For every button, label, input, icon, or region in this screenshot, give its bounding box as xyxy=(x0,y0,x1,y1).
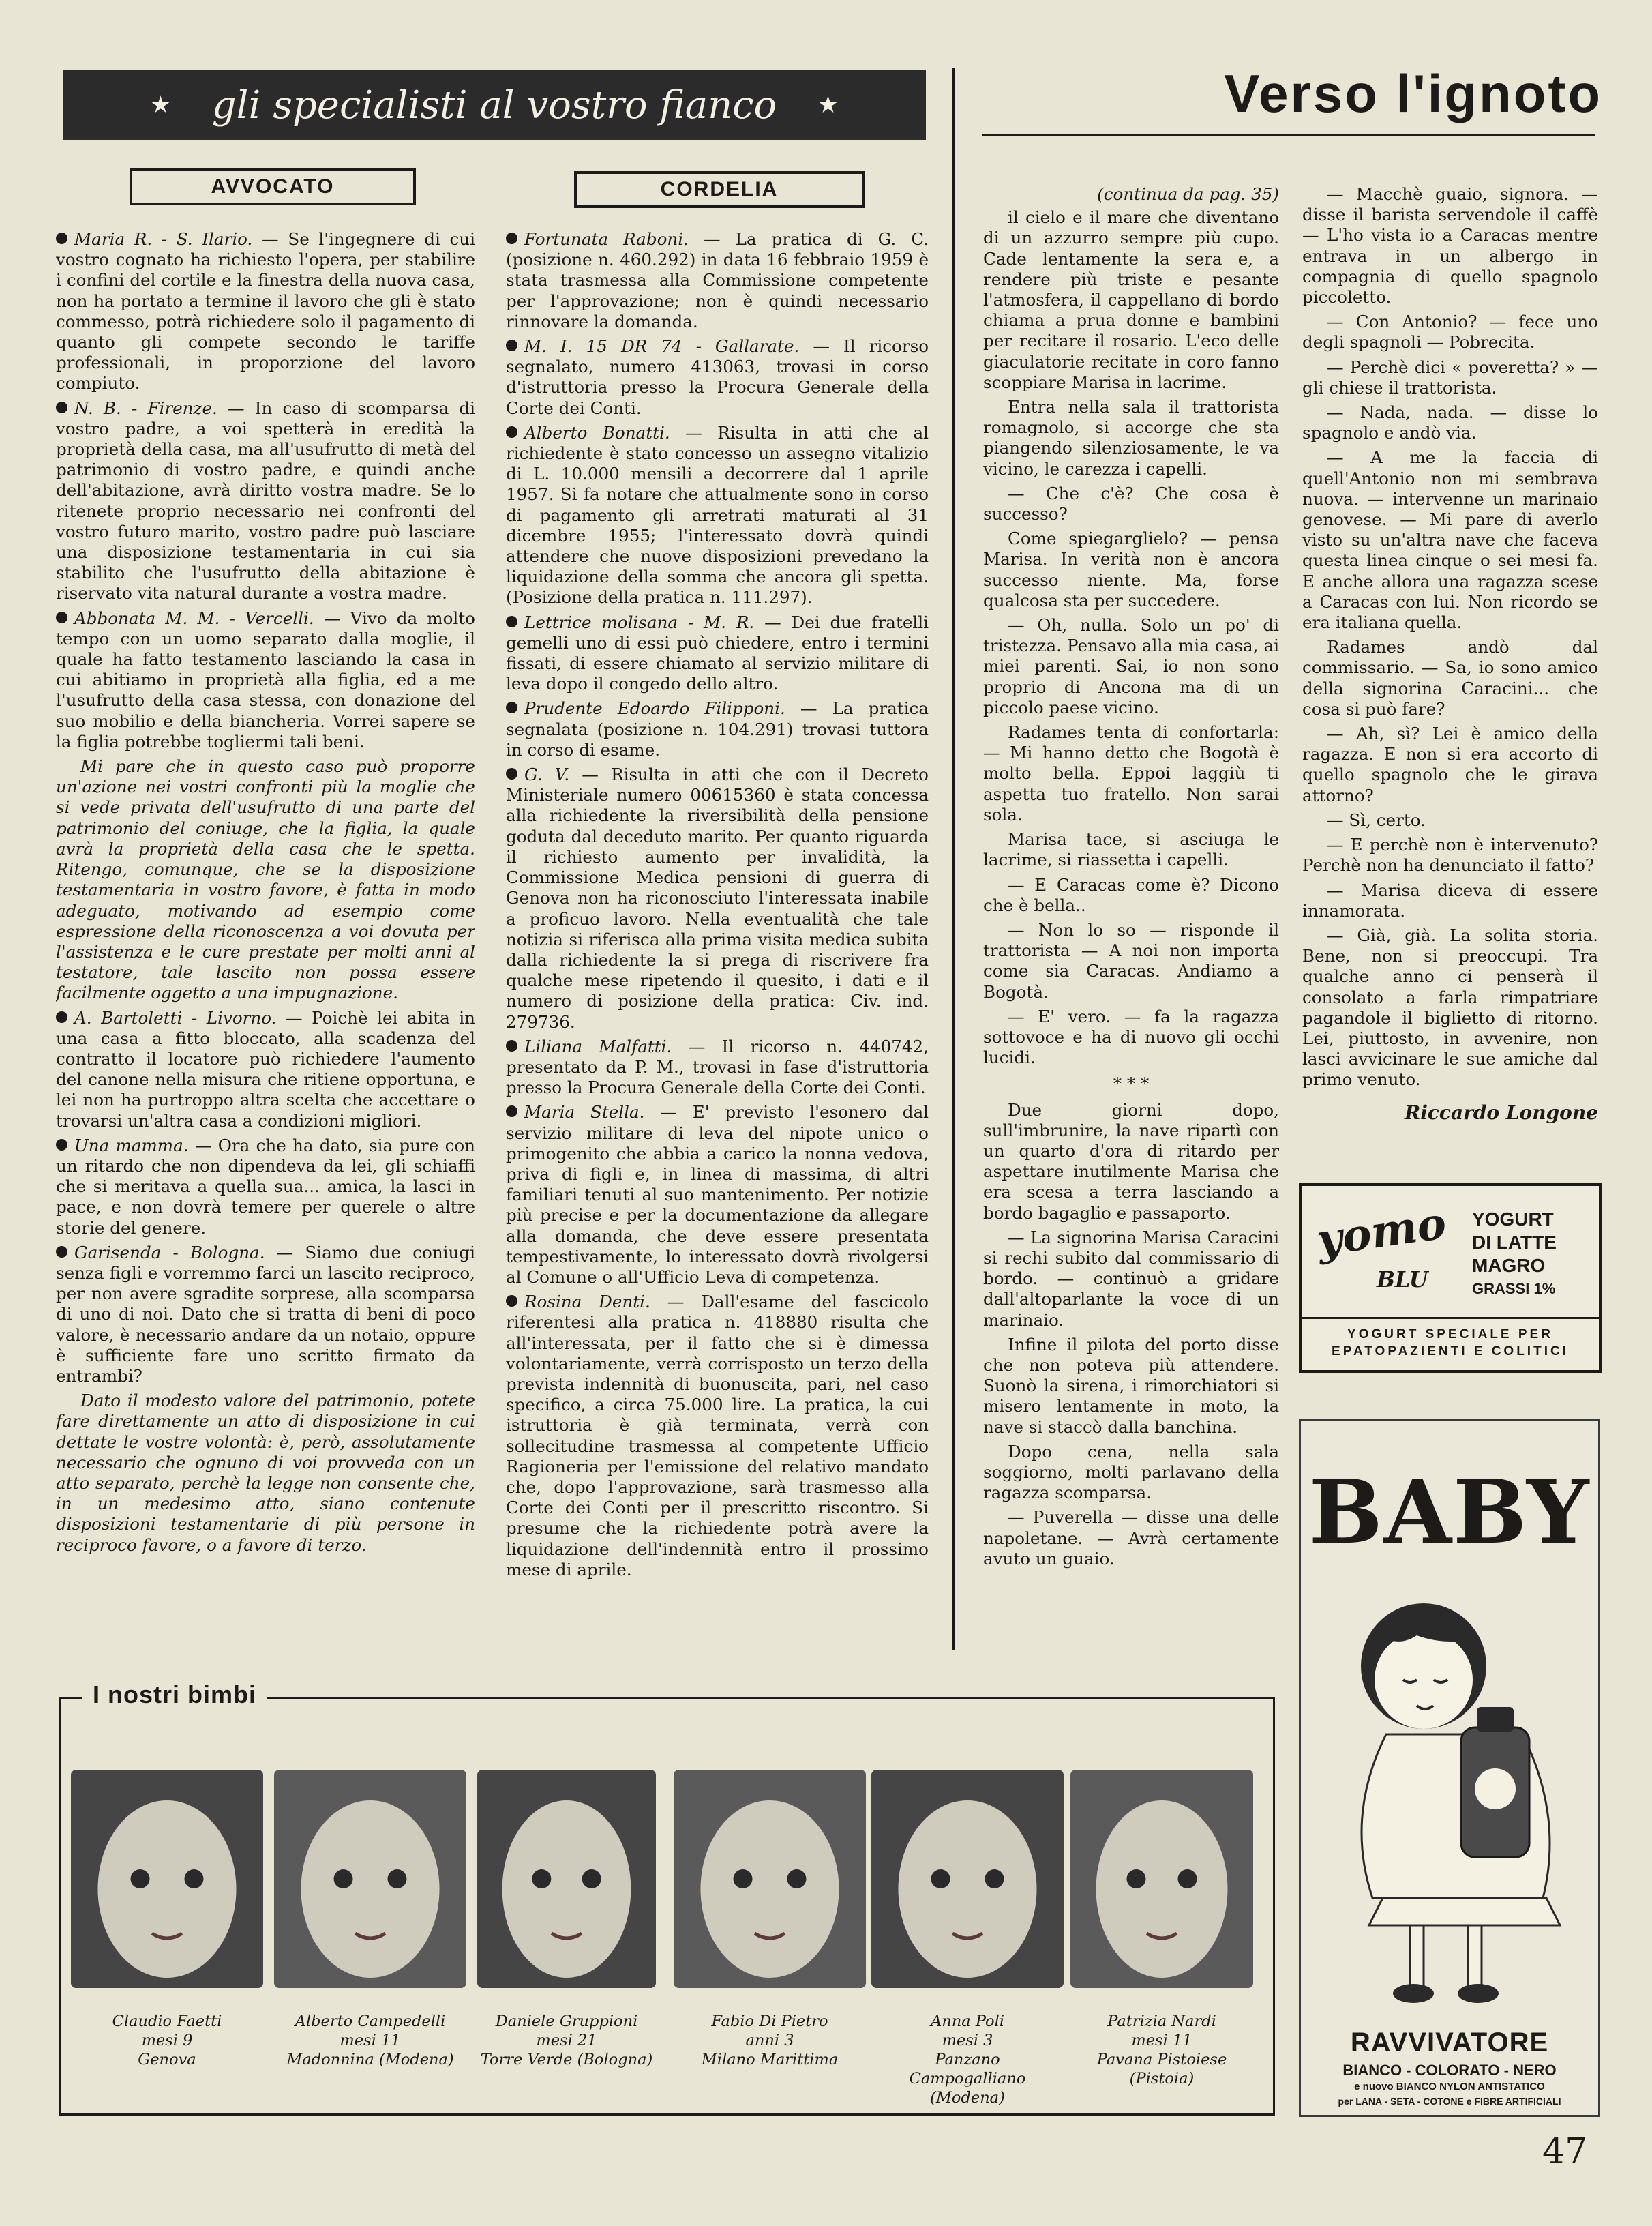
child-caption xyxy=(78,2012,256,2069)
bullet-icon xyxy=(506,616,517,627)
child-portrait xyxy=(71,1770,263,1988)
baby-line2: e nuovo BIANCO NYLON ANTISTATICO xyxy=(1354,2081,1545,2092)
story-paragraph: Marisa tace, si asciuga le lacrime, si riassetta i capelli. xyxy=(983,829,1279,870)
letter-item xyxy=(506,765,929,1033)
story-paragraph: Come spiegarglielo? — pensa Marisa. In verità non è ancora successo niente. Ma, forse qualcosa sta per succedere. xyxy=(983,529,1279,610)
letter-text: — E' previsto l'esonero dal servizio militare di leva del nipote unico o primogenito che abbia a carico la nonna vedova, priva di figli e, in linea di massima, di altri familiari tenuti al suo mantenimento. Per notizie più precise e per la documentazione da allegare alla domanda, che deve essere presentata tempestivamente, lo interessato dovrà rivolgersi al Comune o all'Ufficio Leva di competenza. xyxy=(506,1102,929,1287)
letter-sender: Abbonata M. M. - Vercelli. xyxy=(74,608,314,628)
cordelia-label: CORDELIA xyxy=(574,171,865,208)
child-portrait xyxy=(674,1770,866,1988)
baby-ad xyxy=(1299,1419,1600,2117)
child-portrait xyxy=(871,1770,1064,1988)
baby-title: RAVVIVATORE xyxy=(1350,2028,1549,2058)
story-paragraph: — Già, già. La solita storia. Bene, non si preoccupi. Tra qualche anno ci penserà il consolato a farla rimpatriare pagandole il biglietto di ritorno. Lei, piuttosto, in avvenire, non lasci avvicinare le sue amiche dal primo venuto. xyxy=(1302,925,1598,1090)
child-photo xyxy=(1070,1770,1253,1988)
child-age: mesi 11 xyxy=(340,2032,401,2049)
letter-text: — Risulta in atti che con il Decreto Ministeriale numero 00615360 è stata concessa alla richiedente la riversibilità della pensione goduta dal deceduto marito. Per quanto riguarda il richiesto aumento per invalidità, la Commissione Medica pensioni di guerra di Genova non ha riconosciuto l'interessata inabile a proficuo lavoro. Nella eventualità che tale notizia si riferisca alla prima visita medica subita dalla richiedente la si prega di riscrivere fra qualche mese ripetendo il quesito, i dati e il numero di posizione della pratica: Civ. ind. 279736. xyxy=(506,765,929,1032)
child-age: anni 3 xyxy=(745,2032,794,2049)
story-paragraph: Due giorni dopo, sull'imbrunire, la nave ripartì con un quarto d'ora di ritardo per aspettare inutilmente Marisa che era scesa a terra lasciando a bordo bagaglio e passaporto. xyxy=(983,1099,1279,1223)
child-place: Madonnina (Modena) xyxy=(286,2051,454,2068)
letter-text: — In caso di scomparsa di vostro padre, a voi spetterà in eredità la proprietà della casa, ma all'usufrutto di metà del patrimonio di vostro padre, e quindi anche dell'abitazione, avrà diritto vostra madre. Se lo ritenete proprio necessario nei confronti del vostro futuro marito, vostro padre può lasciare una disposizione testamentaria in cui sia stabilito che l'usufrutto della abitazione è riservato vita natural durante a vostra madre. xyxy=(56,398,475,604)
bullet-icon xyxy=(56,1139,67,1151)
child-photo xyxy=(477,1770,656,1988)
bullet-icon xyxy=(506,1040,517,1052)
child-name: Fabio Di Pietro xyxy=(711,2013,828,2030)
letter-text: — Il ricorso segnalato, numero 413063, trovasi in corso d'istruttoria presso la Procura Generale della Corte dei Conti. xyxy=(506,336,929,418)
letter-sender: Una mamma. xyxy=(74,1135,189,1155)
yomo-logo: yomo xyxy=(1313,1198,1450,1266)
letter-text: — Ora che ha dato, sia pure con un ritardo che non dipendeva da lei, gli schiaffi che si meritava a quella sua... amica, la lasci in pace, e non dovrà temere per querele o altre storie del genere. xyxy=(56,1135,475,1238)
bullet-icon xyxy=(506,426,517,438)
letter-sender: Prudente Edoardo Filipponi. xyxy=(524,698,785,719)
letter-item xyxy=(506,1037,929,1099)
bullet-icon xyxy=(506,233,517,244)
letter-text: — Siamo due coniugi senza figli e vorremmo farci un lascito reciproco, per non avere sgradite sorprese, alla scomparsa di uno di noi. Dato che si tratta di beni di poco valore, è necessario andare da un notaio, oppure è sufficiente fare uno scritto firmato da entrambi? xyxy=(56,1242,475,1386)
answer-text: Mi pare che in questo caso può proporre un'azione nei vostri confronti più la moglie che si vede privata dell'usufrutto di una parte del patrimonio del coniuge, che la figlia, la quale avrà la proprietà della casa che le spetta. Ritengo, comunque, che se la disposizione testamentaria in vostro favore, è fatta in modo adeguato, motivando ad esempio come espressione della riconoscenza a voi dovuta per l'assistenza e le cure prestate per molti anni al testatore, tale lascito non possa essere facilmente oggetto a una impugnazione. xyxy=(56,756,475,1003)
child-age: mesi 3 xyxy=(942,2032,993,2049)
baby-line1: BIANCO - COLORATO - NERO xyxy=(1342,2062,1557,2079)
child-portrait xyxy=(477,1770,656,1988)
story-title-rule xyxy=(982,134,1595,136)
bullet-icon xyxy=(506,340,517,351)
child-name: Alberto Campedelli xyxy=(295,2013,446,2030)
letter-item xyxy=(506,336,929,419)
bullet-icon xyxy=(56,402,67,413)
bullet-icon xyxy=(506,768,517,780)
letter-item xyxy=(506,229,929,332)
child-place2: (Modena) xyxy=(930,2089,1005,2107)
banner-title: gli specialisti al vostro fianco xyxy=(211,83,777,128)
baby-line3: per LANA - SETA - COTONE e FIBRE ARTIFICIALI xyxy=(1338,2096,1561,2107)
letter-item xyxy=(56,1008,475,1131)
baby-brand: BABY xyxy=(1308,1461,1591,1564)
letter-sender: Maria Stella. xyxy=(524,1102,645,1123)
story-paragraph: — Puverella — disse una delle napoletane. — Avrà certamente avuto un guaio. xyxy=(983,1507,1279,1569)
letter-item xyxy=(56,608,475,752)
story-paragraph: Dopo cena, nella sala soggiorno, molti parlavano della ragazza scomparsa. xyxy=(983,1441,1279,1503)
letter-sender: M. I. 15 DR 74 - Gallarate. xyxy=(524,336,800,357)
letter-sender: N. B. - Firenze. xyxy=(74,398,217,418)
bullet-icon xyxy=(56,1246,67,1258)
letter-item xyxy=(56,229,475,394)
letter-sender: Liliana Malfatti. xyxy=(524,1036,672,1056)
story-paragraph: — E' vero. — fa la ragazza sottovoce e ha di nuovo gli occhi lucidi. xyxy=(983,1006,1279,1068)
story-paragraph: — E Caracas come è? Dicono che è bella.. xyxy=(983,874,1279,915)
section-banner xyxy=(63,70,926,140)
bimbi-title: I nostri bimbi xyxy=(82,1680,267,1709)
child-caption xyxy=(478,2012,655,2069)
letter-sender: Rosina Denti. xyxy=(524,1292,650,1312)
story-paragraph: — Con Antonio? — fece uno degli spagnoli — Pobrecita. xyxy=(1302,312,1598,353)
child-portrait xyxy=(274,1770,466,1988)
story-paragraph: — Perchè dici « poveretta? » — gli chiese il trattorista. xyxy=(1302,357,1598,398)
story-paragraph: il cielo e il mare che diventano di un azzurro sempre più cupo. Cade lentamente la sera e, a rendere più triste e pesante l'atmosfera, il cappellano di bordo chiama a prua donne e bambini per recitare il rosario. L'eco delle giaculatorie recitate in coro fanno scoppiare Marisa in lacrime. xyxy=(983,207,1279,392)
story-column-1 xyxy=(983,184,1279,1650)
section-separator: * * * xyxy=(1113,1073,1150,1094)
yomo-rule xyxy=(1302,1317,1599,1319)
letter-text: — La pratica segnalata (posizione n. 104.291) trovasi tuttora in corso di esame. xyxy=(506,698,929,760)
child-caption xyxy=(879,2012,1056,2107)
story-paragraph: — Marisa diceva di essere innamorata. xyxy=(1302,880,1598,921)
letter-item xyxy=(56,1243,475,1386)
story-paragraph: — A me la faccia di quell'Antonio non mi sembrava nuova. — intervenne un marinaio genovese. — Mi pare di averlo visto su un'altra nave che faceva questa linea cinque o sei mesi fa. E anche allora una ragazza scese a Caracas con lui. Non ricordo se era italiana quella. xyxy=(1302,447,1598,633)
letter-text: — La pratica di G. C. (posizione n. 460.292) in data 16 febbraio 1959 è stata trasmessa alla Commissione competente per l'approvazione; non è quindi necessario rinnovare la domanda. xyxy=(506,229,929,331)
story-paragraph: — Sì, certo. xyxy=(1327,810,1426,830)
continued-note: (continua da pag. 35) xyxy=(1097,184,1279,204)
child-place: Milano Marittima xyxy=(701,2051,839,2068)
child-place: Pavana Pistoiese xyxy=(1096,2051,1227,2068)
cordelia-column xyxy=(506,229,929,1648)
child-name: Patrizia Nardi xyxy=(1107,2013,1216,2030)
child-name: Daniele Gruppioni xyxy=(495,2013,638,2030)
letter-text: — Il ricorso n. 440742, presentato da P. M., trovasi in fase d'istruttoria presso la Procura Generale della Corte dei Conti. xyxy=(506,1036,929,1098)
child-caption xyxy=(1073,2012,1250,2088)
bullet-icon xyxy=(506,1105,517,1117)
bullet-icon xyxy=(56,233,67,244)
child-age: mesi 21 xyxy=(536,2032,597,2049)
answer-text: Dato il modesto valore del patrimonio, potete fare direttamente un atto di disposizione in cui dettate le vostre volontà: è, però, assolutamente necessario che ognuno di voi provveda con un atto separato, perchè la legge non consente che, in un medesimo atto, siano contenute disposizioni testamentarie di più persone in reciproco favore, o a favore di terzo. xyxy=(56,1391,475,1555)
letter-text: — Se l'ingegnere di cui vostro cognato ha richiesto l'opera, per stabilire i confini del cortile e la finestra della nuova casa, non ha portato a termine il lavoro che gli è stato commesso, potrà richiedere solo il pagamento di quanto gli compete secondo le tariffe professionali, in proporzione del lavoro compiuto. xyxy=(56,229,475,394)
yomo-ad xyxy=(1299,1183,1602,1373)
star-right-icon: ★ xyxy=(817,91,839,119)
page-number: 47 xyxy=(1542,2131,1588,2172)
letter-item xyxy=(56,1136,475,1238)
letter-sender: Alberto Bonatti. xyxy=(524,422,670,443)
story-paragraph: — Oh, nulla. Solo un po' di tristezza. Pensavo alla mia casa, ai miei parenti. Sai, io non sono proprio di Ancona ma di un piccolo paese vicino. xyxy=(983,615,1279,717)
story-paragraph: — Non lo so — risponde il trattorista — A noi non importa come sia Caracas. Andiamo a Bogotà. xyxy=(983,919,1279,1002)
column-divider xyxy=(952,68,955,1650)
story-title: Verso l'ignoto xyxy=(1224,63,1602,123)
story-paragraph: — Macchè guaio, signora. — disse il barista servendole il caffè — L'ho vista io a Caracas mentre entrava in un albergo in compagnia di quello spagnolo piccoletto. xyxy=(1302,184,1598,308)
child-age: mesi 11 xyxy=(1131,2032,1192,2049)
letter-item xyxy=(506,423,929,608)
letter-text: — Vivo da molto tempo con un uomo separato dalla moglie, il quale ha fatto testamento lasciando la casa in cui abitiamo in proprietà alla figlia, ed a me l'usufrutto della casa stessa, con donazione del suo mobilio e della biancheria. Vorrei sapere se la figlia potrebbe togliermi tali beni. xyxy=(56,608,475,752)
child-name: Claudio Faetti xyxy=(112,2013,222,2030)
story-paragraph: Radames tenta di confortarla: — Mi hanno detto che Bogotà è molto bella. Eppoi laggiù ti aspetta tuo fratello. Non sarai sola. xyxy=(983,722,1279,825)
story-paragraph: — La signorina Marisa Caracini si rechi subito dal commissario di bordo. — continuò a gridare dall'altoparlante la voce di un marinaio. xyxy=(983,1227,1279,1330)
child-caption xyxy=(681,2012,858,2069)
child-photo xyxy=(274,1770,466,1988)
child-name: Anna Poli xyxy=(931,2013,1004,2030)
letter-text: — Risulta in atti che al richiedente è stato concesso un assegno vitalizio di L. 10.000 mensili a decorrere dal 1 aprile 1957. Si fa notare che attualmente sono in corso di pagamento gli arretrati maturati al 31 dicembre 1955; l'interessato dovrà quindi attendere che nuove disposizioni prevedano la liquidazione della somma che ancora gli spetta. (Posizione della pratica n. 111.297). xyxy=(506,422,929,608)
letter-sender: Garisenda - Bologna. xyxy=(74,1242,265,1262)
story-paragraph: Infine il pilota del porto disse che non poteva più attendere. Suonò la sirena, i rimorchiatori si misero lentamente in moto, la nave si staccò dalla banchina. xyxy=(983,1334,1279,1437)
letter-sender: Maria R. - S. Ilario. xyxy=(74,229,253,249)
story-paragraph: — Che c'è? Che cosa è successo? xyxy=(983,483,1279,524)
avvocato-column xyxy=(56,229,475,1648)
letter-item xyxy=(506,1292,929,1580)
girl-with-bottle-illustration xyxy=(1321,1577,1580,2014)
star-left-icon: ★ xyxy=(150,91,171,119)
letter-item xyxy=(56,398,475,604)
letter-text: — Dall'esame del fascicolo riferentesi alla pratica n. 418880 risulta che all'interessata, per il fatto che si è dimessa volontariamente, verrà corrisposto un terzo della prevista indennità di buonuscita, pari, nel caso specifico, a circa 75.000 lire. La pratica, la cui istruttoria è già terminata, verrà con sollecitudine trasmessa al competente Ufficio Ragioneria per l'emissione del relativo mandato che, dopo l'approvazione, sarà trasmesso alla Corte dei Conti per il prescritto riscontro. Si presume che la richiedente potrà avere la liquidazione dell'indennità entro il prossimo mese di aprile. xyxy=(506,1292,929,1579)
letter-item xyxy=(506,698,929,760)
yomo-tagline: YOGURT SPECIALE PER EPATOPAZIENTI E COLITICI xyxy=(1332,1327,1569,1359)
bullet-icon xyxy=(506,702,517,713)
letter-sender: Lettrice molisana - M. R. xyxy=(524,612,755,632)
author-signature: Riccardo Longone xyxy=(1404,1101,1598,1124)
letter-item xyxy=(506,1102,929,1288)
child-portrait xyxy=(1070,1770,1253,1988)
story-paragraph: — E perchè non è intervenuto? Perchè non ha denunciato il fatto? xyxy=(1302,835,1598,876)
child-photo xyxy=(674,1770,866,1988)
letter-sender: A. Bartoletti - Livorno. xyxy=(74,1007,277,1028)
letter-text: — Poichè lei abita in una casa a fitto bloccato, alla scadenza del contratto il locatore può richiedere l'aumento del canone nella misura che ritiene opportuna, e lei non ha purtroppo altra scelta che accettare o trovarsi un'altra casa a condizioni migliori. xyxy=(56,1007,475,1131)
letter-text: — Dei due fratelli gemelli uno di essi può chiedere, entro i termini fissati, di essere chiamato al servizio militare di leva dopo il congedo dello altro. xyxy=(506,612,929,694)
child-place: Torre Verde (Bologna) xyxy=(480,2051,653,2068)
story-paragraph: — Nada, nada. — disse lo spagnolo e andò via. xyxy=(1302,402,1598,443)
yomo-sub: BLU xyxy=(1377,1266,1428,1292)
child-place2: (Pistoia) xyxy=(1129,2070,1195,2088)
avvocato-label: AVVOCATO xyxy=(130,168,416,205)
child-place: Panzano Campogalliano xyxy=(909,2051,1026,2088)
story-column-2 xyxy=(1302,184,1598,1139)
bullet-icon xyxy=(56,612,67,623)
child-photo xyxy=(71,1770,263,1988)
child-age: mesi 9 xyxy=(141,2032,193,2049)
story-paragraph: Radames andò dal commissario. — Sa, io sono amico della signorina Caracini... che cosa si può fare? xyxy=(1302,637,1598,719)
story-paragraph: Entra nella sala il trattorista romagnolo, si accorge che sta piangendo silenziosamente, le va vicino, le carezza i capelli. xyxy=(983,397,1279,479)
child-place: Genova xyxy=(138,2051,196,2068)
child-photo xyxy=(871,1770,1064,1988)
child-caption xyxy=(282,2012,459,2069)
letter-sender: Fortunata Raboni. xyxy=(524,229,689,249)
bullet-icon xyxy=(56,1011,67,1023)
letter-item xyxy=(506,612,929,695)
yomo-product: YOGURT DI LATTE MAGRO GRASSI 1% xyxy=(1472,1208,1557,1297)
bullet-icon xyxy=(506,1295,517,1307)
story-paragraph: — Ah, sì? Lei è amico della ragazza. E non si era accorto di quello spagnolo che le girava attorno? xyxy=(1302,724,1598,805)
letter-sender: G. V. xyxy=(524,765,570,785)
